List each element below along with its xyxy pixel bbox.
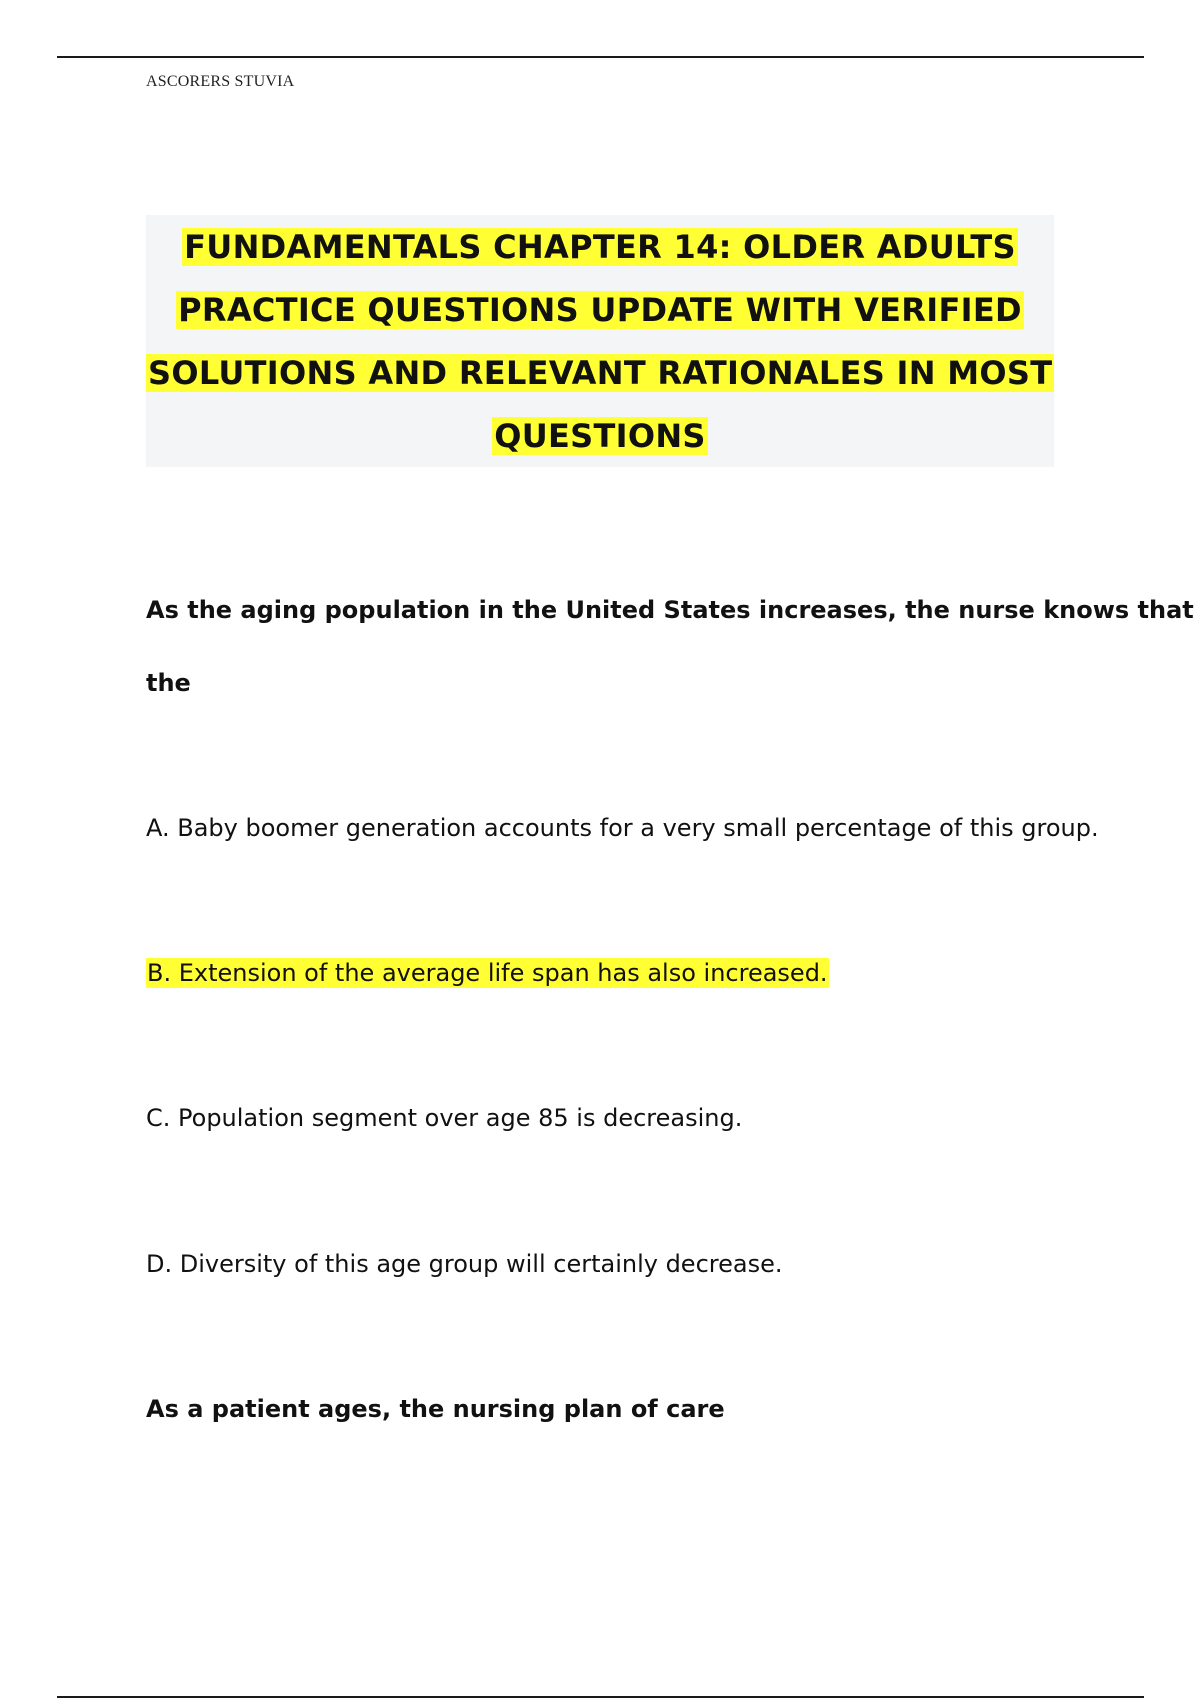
page-header: ASCORERS STUVIA [146, 73, 295, 90]
top-rule [57, 56, 1144, 58]
title-line: PRACTICE QUESTIONS UPDATE WITH VERIFIED [178, 291, 1022, 329]
question-1-stem: As the aging population in the United States increases, the nurse knows that [146, 596, 1194, 624]
question-1-stem-continued: the [146, 669, 191, 697]
title-line: SOLUTIONS AND RELEVANT RATIONALES IN MOST [148, 354, 1053, 392]
answer-option-a: A. Baby boomer generation accounts for a very small percentage of this group. [146, 814, 1099, 842]
title-line: QUESTIONS [494, 417, 706, 455]
document-title [146, 215, 1054, 467]
bottom-rule [57, 1696, 1144, 1698]
answer-option-d: D. Diversity of this age group will certainly decrease. [146, 1250, 783, 1278]
title-line: FUNDAMENTALS CHAPTER 14: OLDER ADULTS [184, 228, 1016, 266]
answer-option-c: C. Population segment over age 85 is decreasing. [146, 1104, 743, 1132]
question-2-stem: As a patient ages, the nursing plan of care [146, 1395, 725, 1423]
answer-option-b-highlighted: B. Extension of the average life span has also increased. [147, 959, 828, 987]
